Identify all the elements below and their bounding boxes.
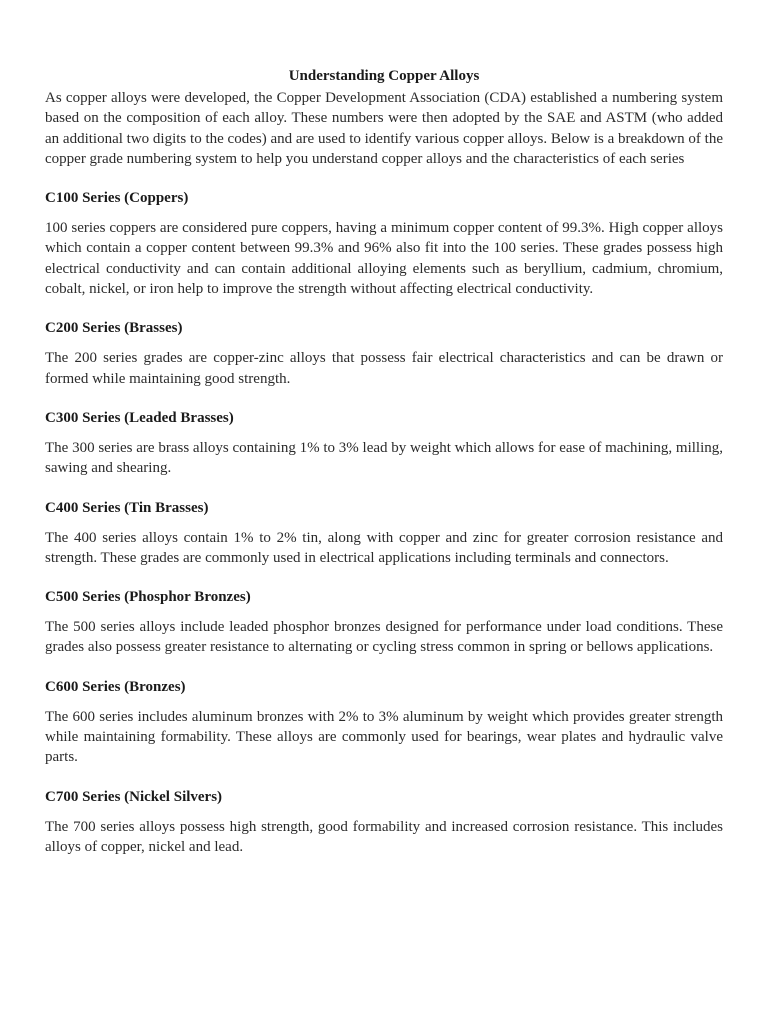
section-body: The 300 series are brass alloys containing 1% to 3% lead by weight which allows for ease of machining, milling, sawing and shearing. [45, 439, 723, 477]
section-c100 [45, 188, 723, 299]
section-c700 [45, 787, 723, 858]
section-heading: C300 Series (Leaded Brasses) [45, 409, 234, 426]
document-page [45, 66, 723, 876]
section-body: 100 series coppers are considered pure coppers, having a minimum copper content of 99.3%. High copper alloys which contain a copper content between 99.3% and 96% also fit into the 100 series. These grades possess high electrical conductivity and can contain additional alloying elements such as beryllium, cadmium, chromium, cobalt, nickel, or iron help to improve the strength without affecting electrical conductivity. [45, 220, 723, 298]
intro-paragraph: As copper alloys were developed, the Copper Development Association (CDA) established a numbering system based on the composition of each alloy. These numbers were then adopted by the SAE and ASTM (who added an additional two digits to the codes) and are used to identify various copper alloys. Below is a breakdown of the copper grade numbering system to help you understand copper alloys and the characteristics of each series [45, 90, 723, 167]
section-c600 [45, 677, 723, 768]
section-heading: C200 Series (Brasses) [45, 320, 183, 337]
section-heading: C400 Series (Tin Brasses) [45, 499, 209, 516]
section-c400 [45, 498, 723, 569]
section-body: The 500 series alloys include leaded phosphor bronzes designed for performance under load conditions. These grades also possess greater resistance to alternating or cycling stress common in spring or bellows applications. [45, 619, 723, 656]
section-body: The 700 series alloys possess high strength, good formability and increased corrosion resistance. This includes alloys of copper, nickel and lead. [45, 818, 723, 855]
section-body: The 200 series grades are copper-zinc alloys that possess fair electrical characteristics and can be drawn or formed while maintaining good strength. [45, 350, 723, 387]
section-c300 [45, 408, 723, 479]
section-c500 [45, 587, 723, 658]
document-title: Understanding Copper Alloys [288, 68, 480, 84]
section-body: The 400 series alloys contain 1% to 2% tin, along with copper and zinc for greater corrosion resistance and strength. These grades are commonly used in electrical applications including terminals and connectors. [45, 529, 723, 566]
section-heading: C600 Series (Bronzes) [45, 678, 186, 695]
section-heading: C100 Series (Coppers) [45, 190, 189, 207]
section-heading: C500 Series (Phosphor Bronzes) [45, 589, 251, 606]
section-body: The 600 series includes aluminum bronzes with 2% to 3% aluminum by weight which provides greater strength while maintaining formability. These alloys are commonly used for bearings, wear plates and hydraulic valve parts. [45, 708, 723, 766]
section-c200 [45, 318, 723, 389]
section-heading: C700 Series (Nickel Silvers) [45, 788, 223, 805]
